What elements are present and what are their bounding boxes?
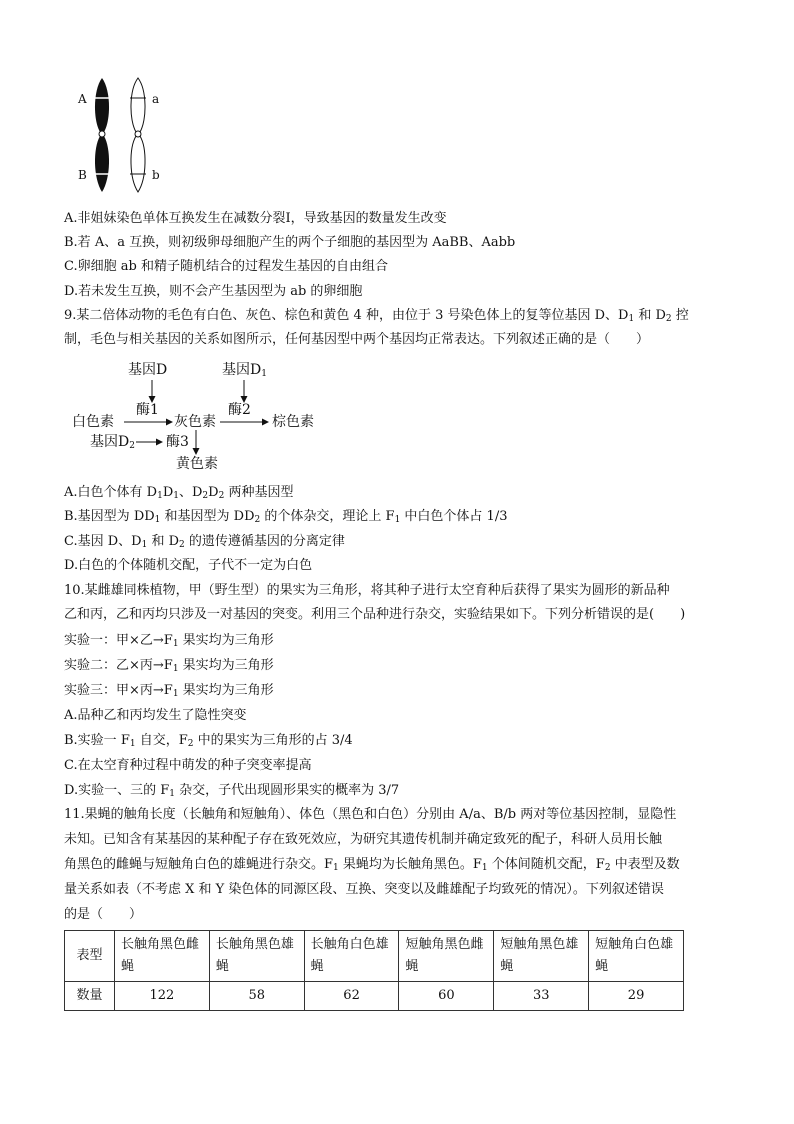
q11-stem-line2: 未知。已知含有某基因的某种配子存在致死效应，为研究其遗传机制并确定致死的配子，科研人员用长触 [64, 832, 663, 847]
gene-d2-label: 基因$D_2$ [90, 434, 135, 451]
q9-option-b: B.基因型为 $DD_1$ 和基因型为 $DD_2$ 的个体杂交，理论上 $F_1$ 中白色个体占 1/3 [64, 509, 508, 525]
centromere-left [99, 131, 105, 137]
table-header-cell: 长触角白色雄 蝇 [304, 931, 399, 982]
q11-stem-line5: 的是（ ） [64, 907, 143, 922]
enzyme2-label: 酶2 [228, 402, 251, 418]
table-header-cell: 长触角黑色雌 蝇 [115, 931, 210, 982]
table-cell: 58 [209, 982, 304, 1011]
q8-option-a: A.非姐妹染色单体互换发生在减数分裂Ⅰ，导致基因的数量发生改变 [64, 211, 447, 226]
chromosome-figure [60, 70, 180, 200]
q8-option-b: B.若 A、a 互换，则初级卵母细胞产生的两个子细胞的基因型为 AaBB、Aabb [64, 235, 516, 250]
table-header-cell: 短触角黑色雌 蝇 [399, 931, 494, 982]
table-row-label: 数量 [65, 982, 115, 1011]
q8-option-c: C.卵细胞 ab 和精子随机结合的过程发生基因的自由组合 [64, 259, 388, 274]
table-cell: 33 [494, 982, 589, 1011]
chromosome-right-upper [131, 78, 145, 132]
q10-option-c: C.在太空育种过程中萌发的种子突变率提高 [64, 758, 312, 773]
q11-stem-line1: 11.果蝇的触角长度（长触角和短触角）、体色（黑色和白色）分别由 A/a、B/b 两对等位基因控制，显隐性 [64, 807, 677, 822]
q11-stem-line4: 量关系如表（不考虑 X 和 Y 染色体的同源区段、互换、突变以及雌雄配子均致死的情况）。下列叙述错误 [64, 882, 664, 897]
chromosome-right-lower [131, 136, 145, 192]
enzyme3-label: 酶3 [166, 434, 189, 450]
q10-experiment-3: 实验三：甲×丙$\to F_1$ 果实均为三角形 [64, 683, 274, 699]
enzyme1-label: 酶1 [136, 402, 159, 418]
q9-stem-line2: 制，毛色与相关基因的关系如图所示，任何基因型中两个基因均正常表达。下列叙述正确的是（ ） [64, 332, 650, 347]
q11-stem-line3: 角黑色的雌蝇与短触角白色的雄蝇进行杂交。$F_1$ 果蝇均为长触角黑色。$F_1$ 个体间随机交配，$F_2$ 中表型及数 [64, 857, 680, 873]
table-header-label: 表型 [65, 931, 115, 982]
q10-option-a: A.品种乙和丙均发生了隐性突变 [64, 708, 247, 723]
q9-option-c: C.基因 D、$D_1$ 和 $D_2$ 的遗传遵循基因的分离定律 [64, 534, 345, 550]
chromosome-left-lower [95, 136, 109, 192]
q9-option-a: A.白色个体有 $D_1D_1$、$D_2D_2$ 两种基因型 [64, 485, 294, 501]
label-B: B [78, 168, 87, 182]
table-cell: 122 [115, 982, 210, 1011]
table-header-row [65, 931, 684, 982]
q10-experiment-1: 实验一：甲×乙$\to F_1$ 果实均为三角形 [64, 633, 274, 649]
q9-stem-line1: 9.某二倍体动物的毛色有白色、灰色、棕色和黄色 4 种，由位于 3 号染色体上的复等位基因 D、$D_1$ 和 $D_2$ 控 [64, 308, 689, 324]
table-cell: 29 [589, 982, 684, 1011]
gray-pigment-label: 灰色素 [174, 414, 216, 430]
table-header-cell: 短触角黑色雄 蝇 [494, 931, 589, 982]
table-row [65, 982, 684, 1011]
table-header-cell: 长触角黑色雄 蝇 [209, 931, 304, 982]
label-A: A [78, 92, 87, 106]
chromosome-left-upper [95, 78, 109, 132]
q10-option-d: D.实验一、三的 $F_1$ 杂交，子代出现圆形果实的概率为 3/7 [64, 783, 400, 799]
q10-stem-line1: 10.某雌雄同株植物，甲（野生型）的果实为三角形，将其种子进行太空育种后获得了果实为圆形的新品种 [64, 583, 670, 598]
gene-d1-label: 基因$D_1$ [222, 362, 267, 379]
brown-pigment-label: 棕色素 [272, 414, 314, 430]
yellow-pigment-label: 黄色素 [176, 456, 218, 472]
q11-phenotype-table [64, 930, 684, 1011]
q10-option-b: B.实验一 $F_1$ 自交，$F_2$ 中的果实为三角形的占 3/4 [64, 733, 353, 749]
table-cell: 62 [304, 982, 399, 1011]
q10-stem-line2: 乙和丙，乙和丙均只涉及一对基因的突变。利用三个品种进行杂交，实验结果如下。下列分析错误的是( ) [64, 607, 686, 622]
centromere-right [135, 131, 141, 137]
table-cell: 60 [399, 982, 494, 1011]
q8-option-d: D.若未发生互换，则不会产生基因型为 ab 的卵细胞 [64, 284, 363, 299]
gene-d-label: 基因D [128, 362, 168, 378]
white-pigment-label: 白色素 [72, 414, 114, 430]
label-a: a [152, 92, 160, 106]
pigment-pathway-diagram [72, 362, 342, 474]
q10-experiment-2: 实验二：乙×丙$\to F_1$ 果实均为三角形 [64, 658, 274, 674]
label-b: b [152, 168, 160, 182]
table-header-cell: 短触角白色雄 蝇 [589, 931, 684, 982]
q9-option-d: D.白色的个体随机交配，子代不一定为白色 [64, 558, 313, 573]
